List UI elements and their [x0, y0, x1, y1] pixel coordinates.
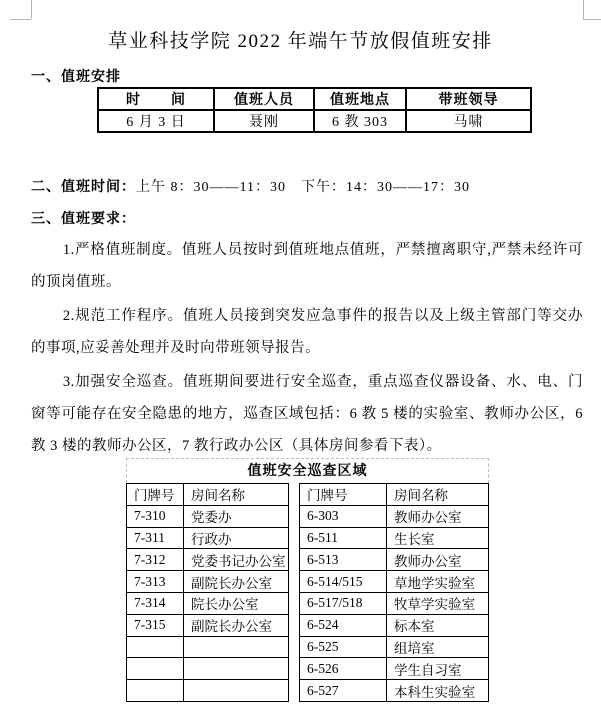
table-cell: 6-511	[300, 527, 387, 549]
table-cell: 7-315	[127, 614, 184, 636]
table-header-cell: 值班地点	[314, 88, 406, 110]
table-header-cell: 时 间	[98, 88, 214, 110]
table-cell: 6-514/515	[300, 571, 387, 593]
patrol-area-section	[126, 458, 489, 702]
section-2-heading: 二、值班时间：	[31, 180, 136, 195]
table-cell: 副院长办公室	[184, 571, 289, 593]
table-cell: 7-311	[127, 527, 184, 549]
table-cell: 教师办公室	[387, 549, 489, 571]
patrol-table-left	[126, 483, 289, 702]
table-cell: 6-524	[300, 614, 387, 636]
section-1-heading: 一、值班安排	[31, 70, 121, 85]
table-row	[127, 527, 289, 549]
table-row	[300, 680, 489, 702]
margin-crop-mark-top-left-vertical	[31, 0, 32, 19]
table-cell: 副院长办公室	[184, 614, 289, 636]
section-3-heading: 三、值班要求：	[31, 212, 136, 227]
table-row	[127, 614, 289, 636]
table-row	[300, 614, 489, 636]
table-cell: 7-312	[127, 549, 184, 571]
table-header-cell: 值班人员	[214, 88, 314, 110]
table-cell: 6 教 303	[314, 110, 406, 132]
table-cell: 6-527	[300, 680, 387, 702]
table-header-cell: 带班领导	[406, 88, 531, 110]
table-header-cell: 门牌号	[300, 484, 387, 506]
table-cell	[184, 658, 289, 680]
patrol-table-gap	[289, 483, 299, 702]
table-row	[300, 571, 489, 593]
table-cell: 6-526	[300, 658, 387, 680]
table-cell: 马啸	[406, 110, 531, 132]
table-cell: 7-310	[127, 505, 184, 527]
table-cell: 标本室	[387, 614, 489, 636]
table-row	[127, 549, 289, 571]
patrol-table-right	[299, 483, 489, 702]
section-2-line	[31, 176, 470, 196]
table-row	[98, 110, 531, 132]
table-header-row	[98, 88, 531, 110]
table-cell: 学生自习室	[387, 658, 489, 680]
section-2-times: 上午 8：30——11：30 下午：14：30——17：30	[136, 180, 470, 195]
table-cell: 本科生实验室	[387, 680, 489, 702]
table-cell: 7-313	[127, 571, 184, 593]
table-row	[300, 527, 489, 549]
table-row	[300, 505, 489, 527]
table-row	[127, 571, 289, 593]
table-cell	[127, 636, 184, 658]
margin-crop-mark-top-right-vertical	[583, 0, 584, 19]
table-row	[300, 549, 489, 571]
table-cell: 组培室	[387, 636, 489, 658]
duty-schedule-table	[97, 87, 532, 133]
requirement-paragraph-3: 3.加强安全巡查。值班期间要进行安全巡查，重点巡查仪器设备、水、电、门窗等可能存在安全隐患的地方，巡查区域包括：6 教 5 楼的实验室、教师办公区，6 教 3 楼的教师办公区，7 教行政办公区（具体房间参看下表）。	[31, 374, 583, 454]
table-cell: 6-303	[300, 505, 387, 527]
table-cell: 6-517/518	[300, 592, 387, 614]
table-cell: 教师办公室	[387, 505, 489, 527]
page-title: 草业科技学院 2022 年端午节放假值班安排	[108, 31, 493, 52]
table-row	[127, 636, 289, 658]
duty-requirements	[31, 234, 583, 464]
table-header-cell: 门牌号	[127, 484, 184, 506]
patrol-table-title: 值班安全巡查区域	[126, 458, 489, 483]
table-row	[127, 592, 289, 614]
margin-crop-mark-top-left-horizontal	[10, 19, 31, 20]
table-header-row	[127, 484, 289, 506]
table-cell: 7-314	[127, 592, 184, 614]
table-row	[300, 636, 489, 658]
table-cell: 党委办	[184, 505, 289, 527]
table-header-row	[300, 484, 489, 506]
table-cell: 草地学实验室	[387, 571, 489, 593]
table-cell: 行政办	[184, 527, 289, 549]
table-row	[127, 505, 289, 527]
table-row	[300, 658, 489, 680]
table-row	[300, 592, 489, 614]
table-cell: 生长室	[387, 527, 489, 549]
requirement-paragraph-1: 1.严格值班制度。值班人员按时到值班地点值班，严禁擅离职守,严禁未经许可的顶岗值班。	[31, 242, 583, 290]
table-cell: 6-513	[300, 549, 387, 571]
table-row	[127, 680, 289, 702]
table-cell: 牧草学实验室	[387, 592, 489, 614]
table-row	[127, 658, 289, 680]
table-cell	[184, 636, 289, 658]
table-cell	[127, 680, 184, 702]
table-header-cell: 房间名称	[387, 484, 489, 506]
table-header-cell: 房间名称	[184, 484, 289, 506]
requirement-paragraph-2: 2.规范工作程序。值班人员接到突发应急事件的报告以及上级主管部门等交办的事项,应妥善处理并及时向带班领导报告。	[31, 308, 583, 356]
table-cell: 聂刚	[214, 110, 314, 132]
table-cell: 党委书记办公室	[184, 549, 289, 571]
margin-crop-mark-top-right-horizontal	[583, 19, 601, 20]
table-cell: 院长办公室	[184, 592, 289, 614]
table-cell: 6-525	[300, 636, 387, 658]
table-cell: 6 月 3 日	[98, 110, 214, 132]
patrol-tables-container	[126, 483, 489, 702]
table-cell	[127, 658, 184, 680]
table-cell	[184, 680, 289, 702]
